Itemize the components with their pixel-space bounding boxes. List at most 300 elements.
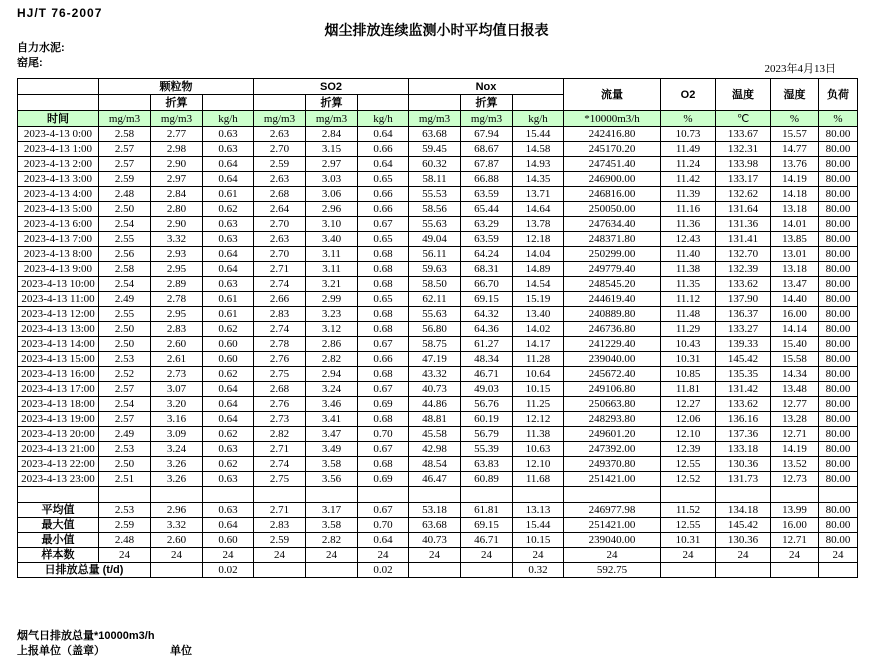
data-row — [18, 217, 858, 232]
value-cell: 239040.00 — [564, 352, 661, 367]
value-cell: 131.41 — [716, 232, 771, 247]
summary-value-cell: 3.58 — [306, 518, 358, 533]
value-cell: 3.24 — [151, 442, 203, 457]
data-row — [18, 232, 858, 247]
unit-nox-converted-mg: mg/m3 — [461, 111, 513, 127]
time-cell: 2023-4-13 1:00 — [18, 142, 99, 157]
value-cell: 2.75 — [254, 472, 306, 487]
header-temperature: 温度 — [716, 79, 771, 111]
value-cell: 0.64 — [358, 127, 409, 142]
value-cell: 80.00 — [819, 187, 858, 202]
value-cell: 2.95 — [151, 307, 203, 322]
value-cell: 247392.00 — [564, 442, 661, 457]
data-row — [18, 382, 858, 397]
unit-pm-converted-mg: mg/m3 — [151, 111, 203, 127]
blank-cell — [716, 487, 771, 503]
daily-total-value-cell — [461, 563, 513, 578]
summary-value-cell: 2.82 — [306, 533, 358, 548]
value-cell: 13.40 — [513, 307, 564, 322]
value-cell: 0.67 — [358, 337, 409, 352]
value-cell: 2.96 — [306, 202, 358, 217]
summary-value-cell: 2.59 — [254, 533, 306, 548]
value-cell: 0.64 — [358, 157, 409, 172]
value-cell: 12.71 — [771, 427, 819, 442]
value-cell: 246736.80 — [564, 322, 661, 337]
blank-cell — [358, 487, 409, 503]
value-cell: 2.54 — [99, 397, 151, 412]
time-cell: 2023-4-13 15:00 — [18, 352, 99, 367]
value-cell: 2.97 — [151, 172, 203, 187]
value-cell: 0.66 — [358, 352, 409, 367]
value-cell: 2.57 — [99, 412, 151, 427]
value-cell: 80.00 — [819, 292, 858, 307]
location-name: 窑尾: — [17, 57, 43, 69]
value-cell: 0.68 — [358, 412, 409, 427]
summary-value-cell: 0.70 — [358, 518, 409, 533]
value-cell: 14.19 — [771, 442, 819, 457]
time-cell: 2023-4-13 7:00 — [18, 232, 99, 247]
value-cell: 80.00 — [819, 397, 858, 412]
value-cell: 2.68 — [254, 382, 306, 397]
value-cell: 80.00 — [819, 382, 858, 397]
value-cell: 240889.80 — [564, 307, 661, 322]
value-cell: 2.93 — [151, 247, 203, 262]
header-row-units — [18, 111, 858, 127]
data-row — [18, 247, 858, 262]
value-cell: 11.48 — [661, 307, 716, 322]
value-cell: 3.21 — [306, 277, 358, 292]
value-cell: 2.54 — [99, 277, 151, 292]
value-cell: 2.90 — [151, 157, 203, 172]
summary-value-cell: 3.17 — [306, 503, 358, 518]
value-cell: 0.65 — [358, 232, 409, 247]
value-cell: 136.37 — [716, 307, 771, 322]
summary-value-cell: 16.00 — [771, 518, 819, 533]
value-cell: 0.64 — [203, 382, 254, 397]
value-cell: 0.67 — [358, 442, 409, 457]
summary-value-cell: 130.36 — [716, 533, 771, 548]
time-cell: 2023-4-13 22:00 — [18, 457, 99, 472]
value-cell: 14.40 — [771, 292, 819, 307]
value-cell: 0.68 — [358, 367, 409, 382]
value-cell: 3.24 — [306, 382, 358, 397]
value-cell: 13.28 — [771, 412, 819, 427]
value-cell: 3.49 — [306, 442, 358, 457]
unit-so2-converted-mg: mg/m3 — [306, 111, 358, 127]
value-cell: 139.33 — [716, 337, 771, 352]
value-cell: 0.64 — [203, 262, 254, 277]
value-cell: 132.62 — [716, 187, 771, 202]
value-cell: 11.81 — [661, 382, 716, 397]
value-cell: 2.95 — [151, 262, 203, 277]
value-cell: 46.47 — [409, 472, 461, 487]
value-cell: 131.42 — [716, 382, 771, 397]
summary-value-cell: 24 — [771, 548, 819, 563]
blank-cell — [18, 487, 99, 503]
summary-value-cell: 63.68 — [409, 518, 461, 533]
summary-value-cell: 80.00 — [819, 533, 858, 548]
value-cell: 0.68 — [358, 457, 409, 472]
value-cell: 0.64 — [203, 412, 254, 427]
value-cell: 14.64 — [513, 202, 564, 217]
value-cell: 132.39 — [716, 262, 771, 277]
value-cell: 2.52 — [99, 367, 151, 382]
value-cell: 12.43 — [661, 232, 716, 247]
blank-cell — [771, 487, 819, 503]
value-cell: 133.18 — [716, 442, 771, 457]
value-cell: 64.32 — [461, 307, 513, 322]
summary-value-cell: 24 — [203, 548, 254, 563]
value-cell: 2.53 — [99, 442, 151, 457]
unit-flow: *10000m3/h — [564, 111, 661, 127]
value-cell: 0.65 — [358, 292, 409, 307]
blank-cell — [661, 487, 716, 503]
value-cell: 12.10 — [661, 427, 716, 442]
value-cell: 2.82 — [306, 352, 358, 367]
value-cell: 60.19 — [461, 412, 513, 427]
data-row — [18, 457, 858, 472]
value-cell: 60.32 — [409, 157, 461, 172]
data-row — [18, 337, 858, 352]
value-cell: 80.00 — [819, 337, 858, 352]
summary-value-cell: 24 — [99, 548, 151, 563]
data-row — [18, 412, 858, 427]
daily-total-value-cell — [716, 563, 771, 578]
value-cell: 14.02 — [513, 322, 564, 337]
value-cell: 2.68 — [254, 187, 306, 202]
data-row — [18, 442, 858, 457]
value-cell: 15.19 — [513, 292, 564, 307]
value-cell: 67.87 — [461, 157, 513, 172]
value-cell: 0.64 — [203, 397, 254, 412]
monitoring-table — [17, 78, 858, 578]
value-cell: 247451.40 — [564, 157, 661, 172]
value-cell: 0.61 — [203, 292, 254, 307]
value-cell: 13.18 — [771, 202, 819, 217]
value-cell: 2.66 — [254, 292, 306, 307]
value-cell: 60.89 — [461, 472, 513, 487]
value-cell: 55.53 — [409, 187, 461, 202]
value-cell: 13.01 — [771, 247, 819, 262]
value-cell: 14.89 — [513, 262, 564, 277]
value-cell: 2.60 — [151, 337, 203, 352]
value-cell: 14.18 — [771, 187, 819, 202]
unit-temp: ℃ — [716, 111, 771, 127]
value-cell: 49.03 — [461, 382, 513, 397]
value-cell: 13.52 — [771, 457, 819, 472]
blank-cell — [254, 487, 306, 503]
header-humidity: 湿度 — [771, 79, 819, 111]
daily-total-value-cell — [819, 563, 858, 578]
summary-value-cell: 10.15 — [513, 533, 564, 548]
header-blank — [18, 79, 99, 95]
data-row — [18, 157, 858, 172]
value-cell: 59.63 — [409, 262, 461, 277]
time-cell: 2023-4-13 19:00 — [18, 412, 99, 427]
value-cell: 80.00 — [819, 232, 858, 247]
summary-row — [18, 503, 858, 518]
value-cell: 3.16 — [151, 412, 203, 427]
value-cell: 68.67 — [461, 142, 513, 157]
time-cell: 2023-4-13 21:00 — [18, 442, 99, 457]
value-cell: 248545.20 — [564, 277, 661, 292]
value-cell: 80.00 — [819, 412, 858, 427]
value-cell: 0.61 — [203, 187, 254, 202]
summary-label: 最大值 — [18, 518, 99, 533]
value-cell: 55.63 — [409, 307, 461, 322]
value-cell: 0.64 — [203, 172, 254, 187]
report-unit-label: 上报单位（盖章） — [17, 645, 105, 657]
daily-total-row — [18, 563, 858, 578]
company-name: 自力水泥: — [17, 42, 65, 54]
value-cell: 2.56 — [99, 247, 151, 262]
value-cell: 131.36 — [716, 217, 771, 232]
summary-value-cell: 0.64 — [358, 533, 409, 548]
value-cell: 14.93 — [513, 157, 564, 172]
value-cell: 2.83 — [151, 322, 203, 337]
summary-value-cell: 134.18 — [716, 503, 771, 518]
value-cell: 15.57 — [771, 127, 819, 142]
time-cell: 2023-4-13 5:00 — [18, 202, 99, 217]
value-cell: 0.66 — [358, 142, 409, 157]
value-cell: 3.10 — [306, 217, 358, 232]
value-cell: 0.69 — [358, 397, 409, 412]
value-cell: 14.54 — [513, 277, 564, 292]
value-cell: 58.56 — [409, 202, 461, 217]
summary-value-cell: 246977.98 — [564, 503, 661, 518]
value-cell: 63.29 — [461, 217, 513, 232]
value-cell: 80.00 — [819, 127, 858, 142]
time-cell: 2023-4-13 23:00 — [18, 472, 99, 487]
value-cell: 56.79 — [461, 427, 513, 442]
data-row — [18, 307, 858, 322]
time-cell: 2023-4-13 14:00 — [18, 337, 99, 352]
value-cell: 11.12 — [661, 292, 716, 307]
unit-humidity-pct: % — [771, 111, 819, 127]
value-cell: 2.84 — [306, 127, 358, 142]
value-cell: 55.39 — [461, 442, 513, 457]
value-cell: 42.98 — [409, 442, 461, 457]
value-cell: 2.57 — [99, 382, 151, 397]
value-cell: 2.82 — [254, 427, 306, 442]
value-cell: 2.86 — [306, 337, 358, 352]
header-pm-converted: 折算 — [151, 95, 203, 111]
summary-row — [18, 548, 858, 563]
value-cell: 80.00 — [819, 277, 858, 292]
value-cell: 2.76 — [254, 352, 306, 367]
value-cell: 3.09 — [151, 427, 203, 442]
value-cell: 2.70 — [254, 142, 306, 157]
summary-value-cell: 69.15 — [461, 518, 513, 533]
value-cell: 55.63 — [409, 217, 461, 232]
value-cell: 0.62 — [203, 202, 254, 217]
blank-cell — [409, 487, 461, 503]
value-cell: 242416.80 — [564, 127, 661, 142]
value-cell: 43.32 — [409, 367, 461, 382]
value-cell: 12.18 — [513, 232, 564, 247]
value-cell: 241229.40 — [564, 337, 661, 352]
unit-pm-mg: mg/m3 — [99, 111, 151, 127]
value-cell: 2.58 — [99, 127, 151, 142]
unit-o2-pct: % — [661, 111, 716, 127]
value-cell: 2.99 — [306, 292, 358, 307]
value-cell: 0.60 — [203, 337, 254, 352]
summary-value-cell: 24 — [564, 548, 661, 563]
blank-cell — [306, 487, 358, 503]
value-cell: 14.01 — [771, 217, 819, 232]
summary-value-cell: 2.59 — [99, 518, 151, 533]
value-cell: 0.66 — [358, 202, 409, 217]
value-cell: 0.68 — [358, 322, 409, 337]
summary-value-cell: 0.67 — [358, 503, 409, 518]
value-cell: 0.63 — [203, 472, 254, 487]
value-cell: 246816.00 — [564, 187, 661, 202]
blank-cell — [461, 487, 513, 503]
value-cell: 3.20 — [151, 397, 203, 412]
value-cell: 2.58 — [99, 262, 151, 277]
data-row — [18, 187, 858, 202]
value-cell: 2.55 — [99, 307, 151, 322]
summary-value-cell: 0.64 — [203, 518, 254, 533]
summary-value-cell: 11.52 — [661, 503, 716, 518]
header-row-groups — [18, 79, 858, 95]
header-flow: 流量 — [564, 79, 661, 111]
value-cell: 58.75 — [409, 337, 461, 352]
value-cell: 133.67 — [716, 127, 771, 142]
value-cell: 11.68 — [513, 472, 564, 487]
footer-note: 烟气日排放总量*10000m3/h — [17, 630, 155, 642]
value-cell: 14.34 — [771, 367, 819, 382]
value-cell: 3.40 — [306, 232, 358, 247]
value-cell: 62.11 — [409, 292, 461, 307]
value-cell: 80.00 — [819, 472, 858, 487]
data-row — [18, 322, 858, 337]
value-cell: 2.54 — [99, 217, 151, 232]
blank-cell — [564, 487, 661, 503]
value-cell: 2.49 — [99, 292, 151, 307]
summary-value-cell: 2.71 — [254, 503, 306, 518]
value-cell: 80.00 — [819, 442, 858, 457]
value-cell: 2.63 — [254, 127, 306, 142]
unit-load-pct: % — [819, 111, 858, 127]
summary-label: 最小值 — [18, 533, 99, 548]
summary-value-cell: 24 — [358, 548, 409, 563]
value-cell: 136.16 — [716, 412, 771, 427]
value-cell: 2.98 — [151, 142, 203, 157]
value-cell: 3.23 — [306, 307, 358, 322]
summary-value-cell: 2.53 — [99, 503, 151, 518]
value-cell: 244619.40 — [564, 292, 661, 307]
value-cell: 66.70 — [461, 277, 513, 292]
value-cell: 0.67 — [358, 217, 409, 232]
value-cell: 2.83 — [254, 307, 306, 322]
value-cell: 80.00 — [819, 202, 858, 217]
value-cell: 2.70 — [254, 217, 306, 232]
data-row — [18, 352, 858, 367]
data-row — [18, 472, 858, 487]
summary-value-cell: 24 — [306, 548, 358, 563]
value-cell: 10.64 — [513, 367, 564, 382]
summary-value-cell: 10.31 — [661, 533, 716, 548]
blank-cell — [819, 487, 858, 503]
header-blank — [203, 95, 254, 111]
daily-total-value-cell — [409, 563, 461, 578]
summary-value-cell: 24 — [151, 548, 203, 563]
time-cell: 2023-4-13 10:00 — [18, 277, 99, 292]
value-cell: 14.14 — [771, 322, 819, 337]
time-cell: 2023-4-13 16:00 — [18, 367, 99, 382]
value-cell: 2.74 — [254, 322, 306, 337]
time-cell: 2023-4-13 9:00 — [18, 262, 99, 277]
time-cell: 2023-4-13 2:00 — [18, 157, 99, 172]
value-cell: 10.73 — [661, 127, 716, 142]
value-cell: 0.63 — [203, 442, 254, 457]
summary-value-cell: 53.18 — [409, 503, 461, 518]
value-cell: 131.73 — [716, 472, 771, 487]
header-load: 负荷 — [819, 79, 858, 111]
value-cell: 63.59 — [461, 187, 513, 202]
time-cell: 2023-4-13 18:00 — [18, 397, 99, 412]
value-cell: 11.25 — [513, 397, 564, 412]
value-cell: 2.73 — [151, 367, 203, 382]
spacer-row — [18, 487, 858, 503]
value-cell: 2.77 — [151, 127, 203, 142]
value-cell: 46.71 — [461, 367, 513, 382]
time-cell: 2023-4-13 0:00 — [18, 127, 99, 142]
daily-total-value-cell — [151, 563, 203, 578]
value-cell: 11.38 — [513, 427, 564, 442]
value-cell: 3.56 — [306, 472, 358, 487]
value-cell: 0.63 — [203, 142, 254, 157]
daily-total-value-cell — [661, 563, 716, 578]
summary-value-cell: 13.99 — [771, 503, 819, 518]
value-cell: 3.32 — [151, 232, 203, 247]
value-cell: 14.19 — [771, 172, 819, 187]
value-cell: 145.42 — [716, 352, 771, 367]
value-cell: 130.36 — [716, 457, 771, 472]
value-cell: 248371.80 — [564, 232, 661, 247]
summary-value-cell: 40.73 — [409, 533, 461, 548]
value-cell: 0.68 — [358, 307, 409, 322]
summary-value-cell: 0.63 — [203, 503, 254, 518]
value-cell: 12.55 — [661, 457, 716, 472]
value-cell: 2.71 — [254, 262, 306, 277]
value-cell: 59.45 — [409, 142, 461, 157]
header-time: 时间 — [18, 111, 99, 127]
value-cell: 68.31 — [461, 262, 513, 277]
value-cell: 132.70 — [716, 247, 771, 262]
value-cell: 58.50 — [409, 277, 461, 292]
value-cell: 14.35 — [513, 172, 564, 187]
value-cell: 13.85 — [771, 232, 819, 247]
data-row — [18, 427, 858, 442]
value-cell: 131.64 — [716, 202, 771, 217]
value-cell: 0.68 — [358, 247, 409, 262]
value-cell: 49.04 — [409, 232, 461, 247]
unit-nox-kgh: kg/h — [513, 111, 564, 127]
unit-so2-kgh: kg/h — [358, 111, 409, 127]
time-cell: 2023-4-13 20:00 — [18, 427, 99, 442]
summary-value-cell: 2.48 — [99, 533, 151, 548]
value-cell: 133.17 — [716, 172, 771, 187]
value-cell: 11.29 — [661, 322, 716, 337]
value-cell: 11.49 — [661, 142, 716, 157]
value-cell: 14.77 — [771, 142, 819, 157]
value-cell: 0.63 — [203, 277, 254, 292]
daily-total-value-cell — [771, 563, 819, 578]
value-cell: 2.80 — [151, 202, 203, 217]
value-cell: 56.80 — [409, 322, 461, 337]
